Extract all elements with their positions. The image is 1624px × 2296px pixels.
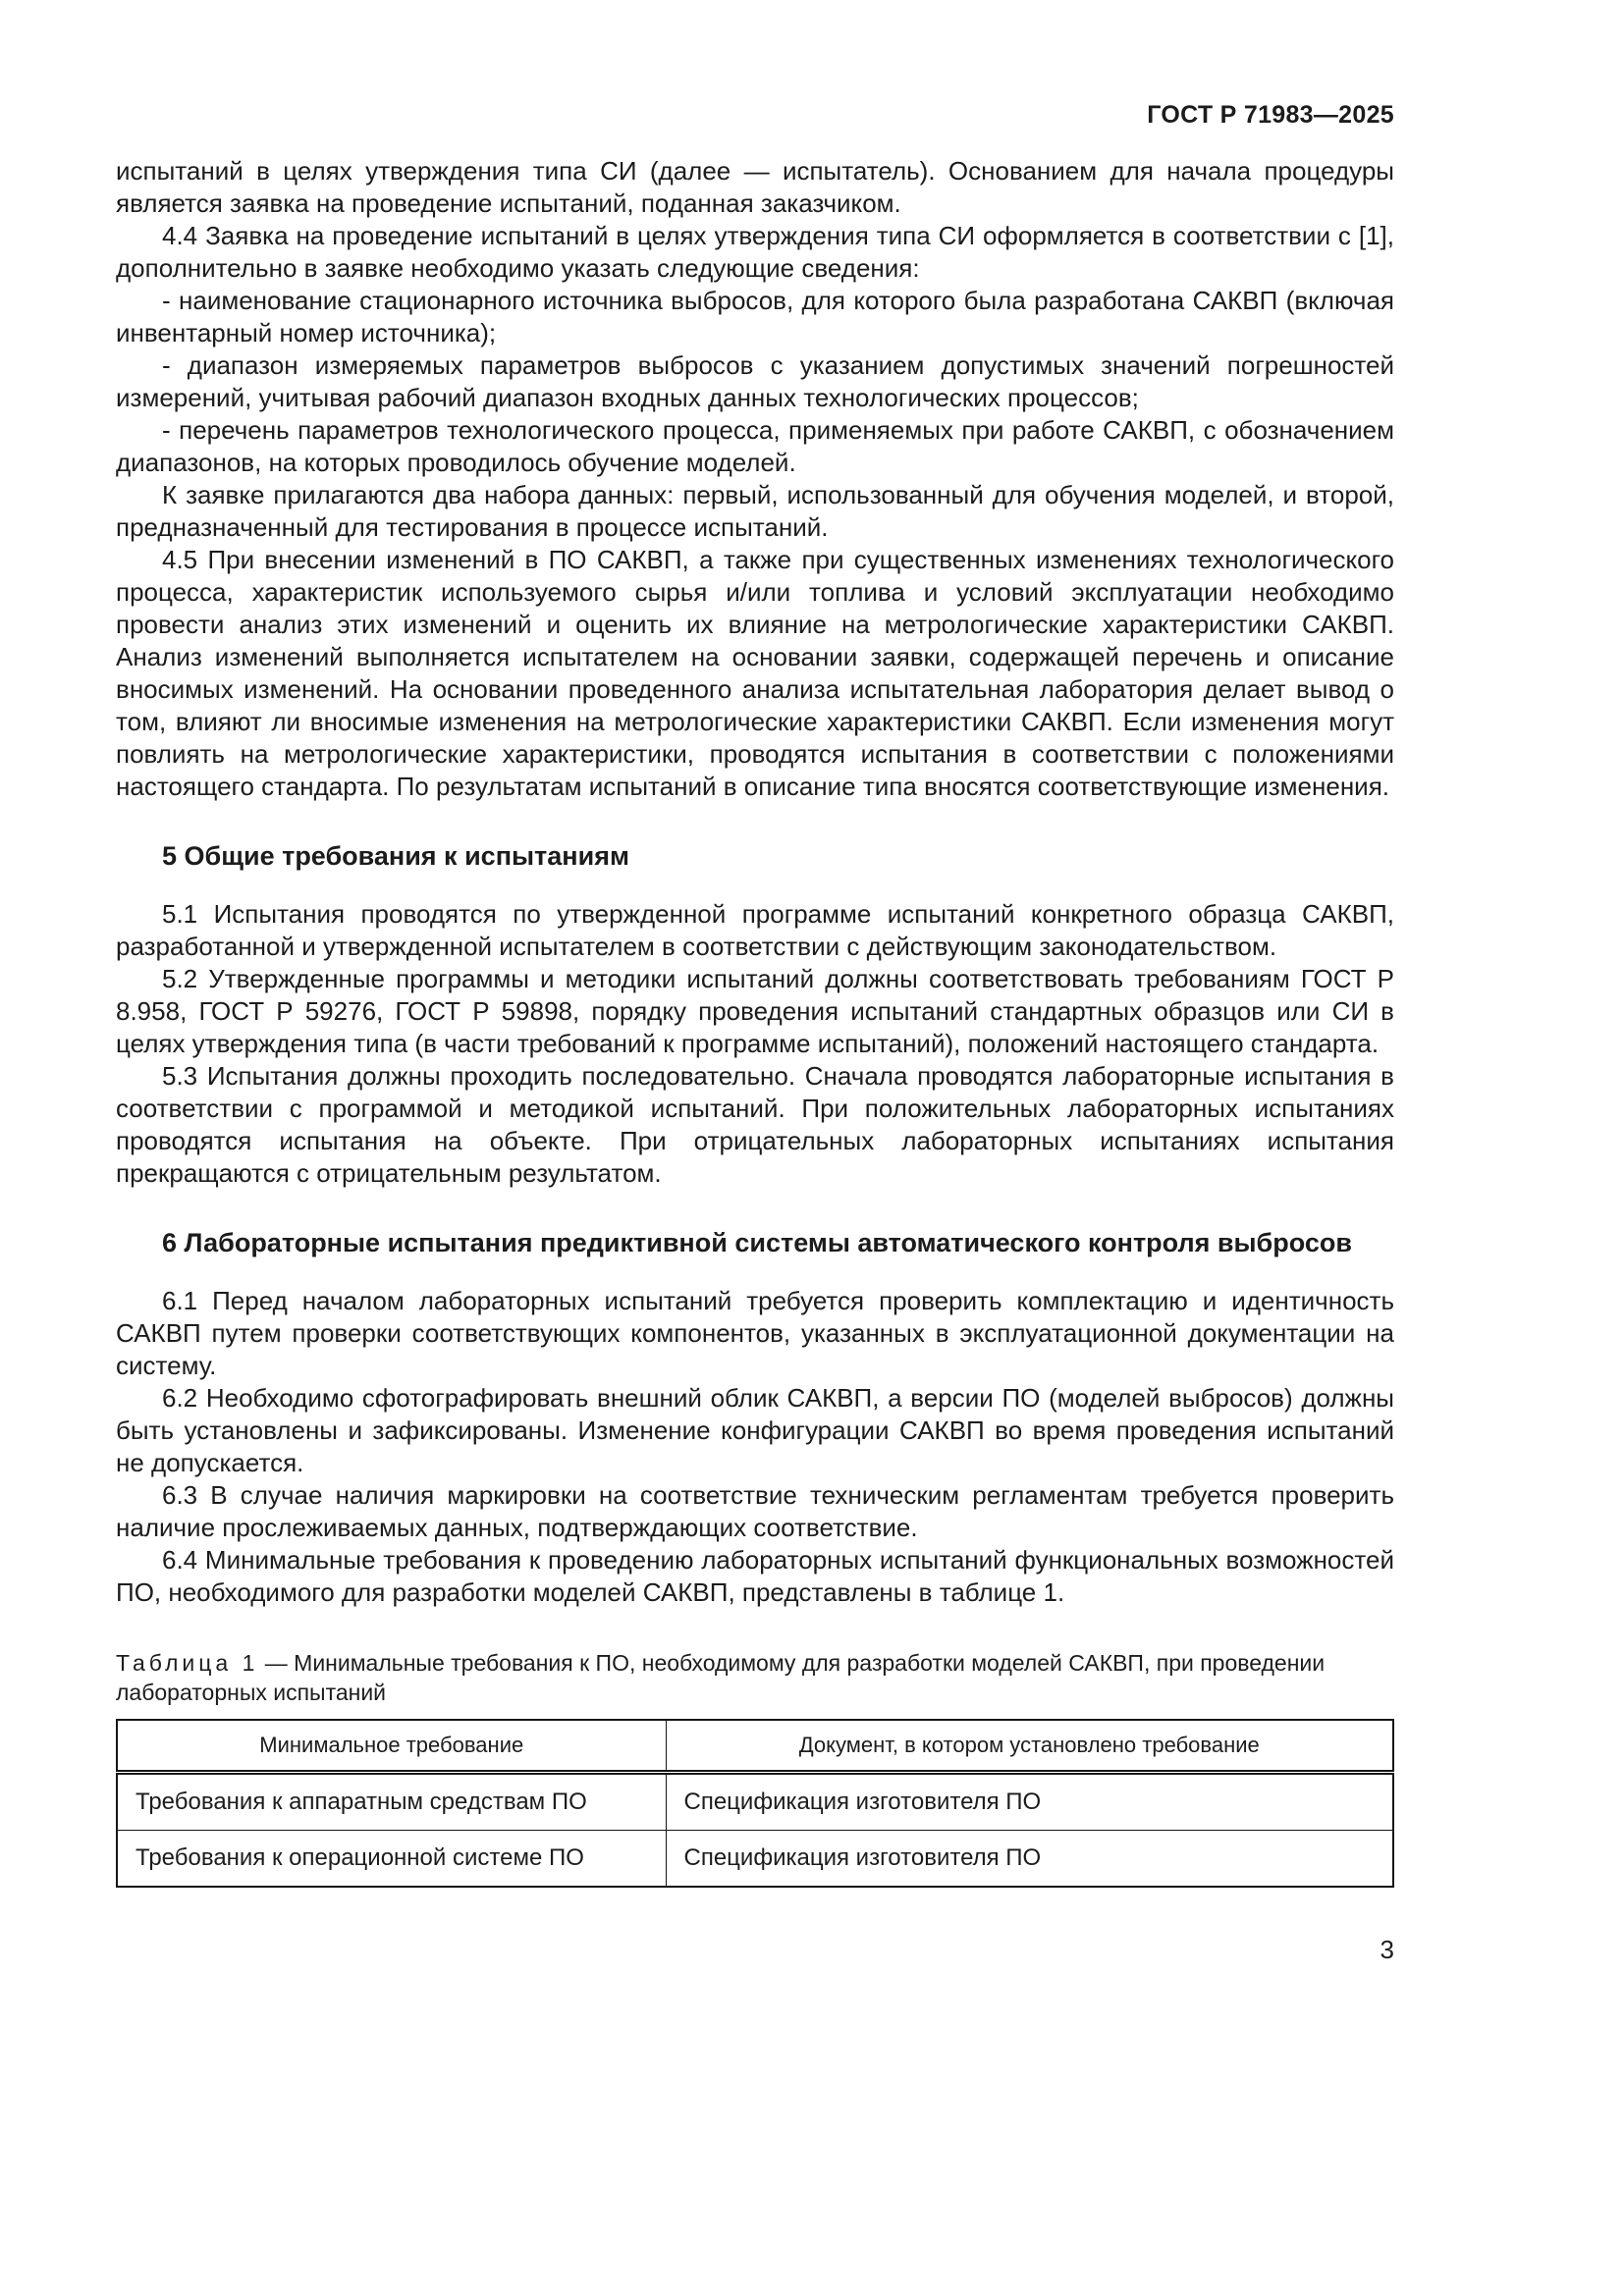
list-item-measured-range: - диапазон измеряемых параметров выбросов с указанием допустимых значений погрешностей измерений, учитывая рабочий диапазон входных данных технологических процессов; [116,350,1394,412]
table-caption [116,1648,1394,1707]
table-caption-text: — Минимальные требования к ПО, необходимому для разработки моделей САКВП, при проведении лабораторных испытаний [116,1650,1326,1705]
table-row [117,1773,1393,1831]
table-cell-document: Спецификация изготовителя ПО [666,1831,1393,1888]
list-item-source-name: - наименование стационарного источника выбросов, для которого была разработана САКВП (включая инвентарный номер источника); [116,286,1394,347]
paragraph-4-4: 4.4 Заявка на проведение испытаний в целях утверждения типа СИ оформляется в соответствии с [1], дополнительно в заявке необходимо указать следующие сведения: [116,221,1394,283]
document-code: ГОСТ Р 71983—2025 [1147,101,1394,129]
paragraph-6-2: 6.2 Необходимо сфотографировать внешний облик САКВП, а версии ПО (моделей выбросов) должны быть установлены и зафиксированы. Изменение конфигурации САКВП во время проведения испытаний не допускается. [116,1383,1394,1477]
paragraph-5-2: 5.2 Утвержденные программы и методики испытаний должны соответствовать требованиям ГОСТ Р 8.958, ГОСТ Р 59276, ГОСТ Р 59898, порядку проведения испытаний стандартных образцов или СИ в целях утверждения типа (в части требований к программе испытаний), положений настоящего стандарта. [116,964,1394,1058]
paragraph-5-3: 5.3 Испытания должны проходить последовательно. Сначала проводятся лабораторные испытания в соответствии с программой и методикой испытаний. При положительных лабораторных испытаниях проводятся испытания на объекте. При отрицательных лабораторных испытаниях испытания прекращаются с отрицательным результатом. [116,1061,1394,1188]
table-header-row [117,1720,1393,1773]
requirements-table [116,1719,1394,1888]
page-number: 3 [1380,1935,1394,1964]
table-caption-label: Таблица 1 [116,1650,259,1676]
paragraph-6-4: 6.4 Минимальные требования к проведению лабораторных испытаний функциональных возможностей ПО, необходимого для разработки моделей САКВП, представлены в таблице 1. [116,1545,1394,1607]
table-header-document: Документ, в котором установлено требование [666,1720,1393,1773]
section-heading-6: 6 Лабораторные испытания предиктивной системы автоматического контроля выбросов [162,1228,1352,1257]
table-header-requirement: Минимальное требование [117,1720,666,1773]
paragraph-4-5: 4.5 При внесении изменений в ПО САКВП, а также при существенных изменениях технологического процесса, характеристик используемого сырья и/или топлива и условий эксплуатации необходимо провести анализ этих изменений и оценить их влияние на метрологические характеристики САКВП. Анализ изменений выполняется испытателем на основании заявки, содержащей перечень и описание вносимых изменений. На основании проведенного анализа испытательная лаборатория делает вывод о том, влияют ли вносимые изменения на метрологические характеристики САКВП. Если изменения могут повлиять на метрологические характеристики, проводятся испытания в соответствии с положениями настоящего стандарта. По результатам испытаний в описание типа вносятся соответствующие изменения. [116,545,1394,801]
table-cell-document: Спецификация изготовителя ПО [666,1773,1393,1831]
table-cell-requirement: Требования к операционной системе ПО [117,1831,666,1888]
table-row [117,1831,1393,1888]
paragraph-6-3: 6.3 В случае наличия маркировки на соответствие техническим регламентам требуется проверить наличие прослеживаемых данных, подтверждающих соответствие. [116,1480,1394,1542]
paragraph-5-1: 5.1 Испытания проводятся по утвержденной программе испытаний конкретного образца САКВП, разработанной и утвержденной испытателем в соответствии с действующим законодательством. [116,899,1394,961]
list-item-process-params: - перечень параметров технологического процесса, применяемых при работе САКВП, с обозначением диапазонов, на которых проводилось обучение моделей. [116,415,1394,477]
paragraph-datasets: К заявке прилагаются два набора данных: первый, использованный для обучения моделей, и второй, предназначенный для тестирования в процессе испытаний. [116,480,1394,542]
table-cell-requirement: Требования к аппаратным средствам ПО [117,1773,666,1831]
paragraph-6-1: 6.1 Перед началом лабораторных испытаний требуется проверить комплектацию и идентичность САКВП путем проверки соответствующих компонентов, указанных в эксплуатационной документации на систему. [116,1286,1394,1380]
paragraph-continuation: испытаний в целях утверждения типа СИ (далее — испытатель). Основанием для начала процедуры является заявка на проведение испытаний, поданная заказчиком. [116,156,1394,218]
section-heading-5: 5 Общие требования к испытаниям [162,841,629,871]
